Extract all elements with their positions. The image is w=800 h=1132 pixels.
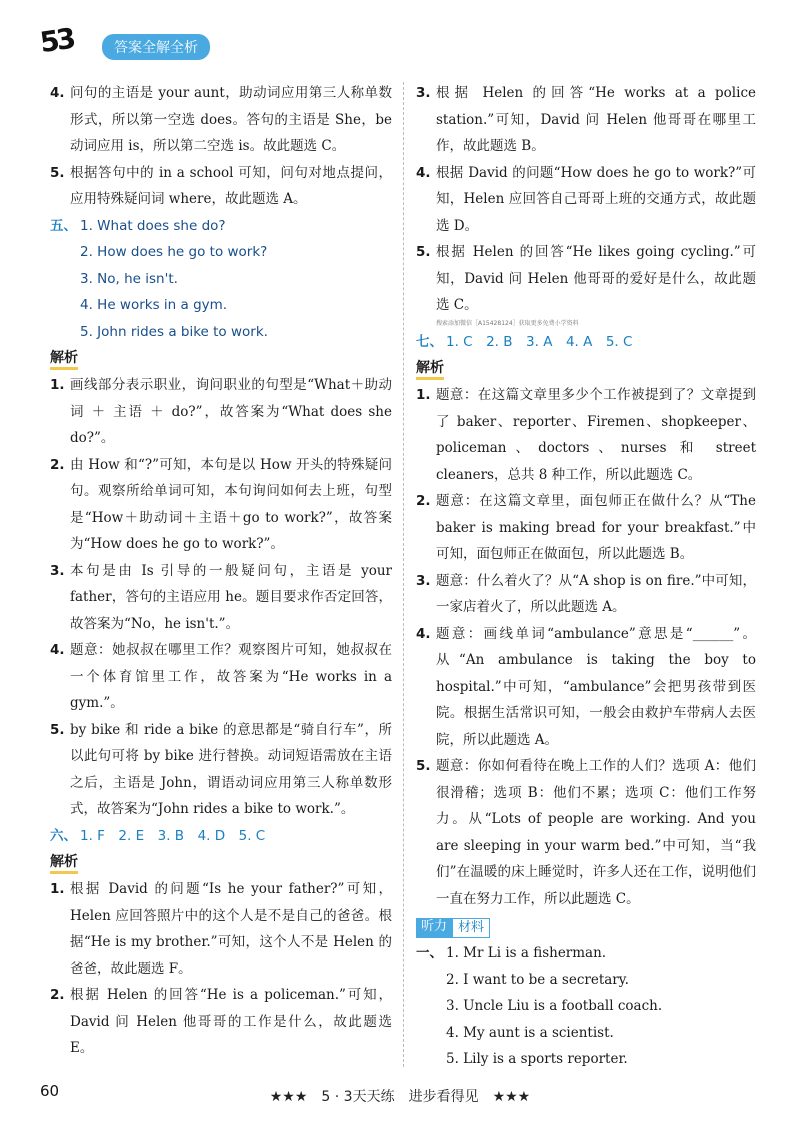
item-text: 根据 Helen 的回答“He likes going cycling.”可知，David 问 Helen 他哥哥的爱好是什么，故此题选 C。 xyxy=(436,244,756,313)
answer-line xyxy=(50,319,392,346)
answer-text: 2. How does he go to work? xyxy=(80,244,268,260)
answer-line xyxy=(50,266,392,293)
list-item: 4. 题意：她叔叔在哪里工作？观察图片可知，她叔叔在一个体育馆里工作，故答案为“He works in a gym.”。 xyxy=(50,637,392,717)
listening-material xyxy=(416,940,756,1073)
left-column xyxy=(50,80,392,1062)
material-line: 一、 1. Mr Li is a fisherman. xyxy=(416,945,607,961)
list-item: 5. 根据答句中的 in a school 可知，问句对地点提问，应用特殊疑问词 where，故此题选 A。 xyxy=(50,160,392,213)
item-text: 题意：在这篇文章里多少个工作被提到了？文章提到了 baker、reporter、Firemen、shopkeeper、policeman、doctors、nurses 和 street cleaners，总共 8 种工作，所以此题选 C。 xyxy=(436,387,756,483)
analysis-heading: 解析 xyxy=(416,359,444,380)
list-item: 5. by bike 和 ride a bike 的意思都是“骑自行车”，所以此句可将 by bike 进行替换。动词短语需放在主语之后，主语是 John，谓语动词应用第三人称单数形式，故答案为“John rides a bike to work.”。 xyxy=(50,717,392,823)
item-text: 本句是由 Is 引导的一般疑问句，主语是 your father，答句的主语应用 he。题目要求作否定回答，故答案为“No，he isn't.”。 xyxy=(70,562,392,632)
header-tag: 答案全解全析 xyxy=(102,34,210,60)
column-divider xyxy=(403,82,404,1067)
item-text: 问句的主语是 your aunt，助动词应用第三人称单数形式，所以第一空选 does。答句的主语是 She，be 动词应用 is，所以第二空选 is。故此题选 C。 xyxy=(70,85,392,154)
material-line: 4. My aunt is a scientist. xyxy=(446,1024,614,1041)
item-text: 题意：在这篇文章里，面包师正在做什么？从“The baker is making bread for your breakfast.”中可知，面包师正在做面包，所以此题选 B。 xyxy=(436,493,756,562)
item-text: 根据 David 的问题“Is he your father?”可知，Helen 应回答照片中的这个人是不是自己的爸爸。根据“He is my brother.”可知，这个人不是 Helen 的爸爸，故此题选 F。 xyxy=(70,881,392,977)
answer-text: 1. What does she do? xyxy=(80,217,226,234)
listening-material-tag xyxy=(416,918,490,938)
section-five xyxy=(50,213,392,346)
item-text: 由 How 和“?”可知，本句是以 How 开头的特殊疑问句。观察所给单词可知，本句询问如何去上班，句型是“How＋助动词＋主语＋go to work?”，故答案为“How does he go to work?”。 xyxy=(70,456,392,552)
material-line: 3. Uncle Liu is a football coach. xyxy=(446,998,663,1014)
list-item: 4. 根据 David 的问题“How does he go to work?”可知，Helen 应回答自己哥哥上班的交通方式，故此题选 D。 xyxy=(416,160,756,240)
item-text: 题意：什么着火了？从“A shop is on fire.”中可知，一家店着火了，所以此题选 A。 xyxy=(436,572,756,615)
item-text: 题意：画线单词“ambulance”意思是“______”。从“An ambulance is taking the boy to hospital.”中可知，“ambulance”会把男孩带到医院。根据生活常识可知，一般会由救护车带病人去医院，所以此题选 A。 xyxy=(436,625,756,748)
list-item: 4. 问句的主语是 your aunt，助动词应用第三人称单数形式，所以第一空选 does。答句的主语是 She，be 动词应用 is，所以第二空选 is。故此题选 C。 xyxy=(50,80,392,160)
list-item: 2. 根据 Helen 的回答“He is a policeman.”可知，David 问 Helen 他哥哥的工作是什么，故此题选 E。 xyxy=(50,982,392,1062)
page-number: 60 xyxy=(40,1082,60,1100)
section-seven: 七、 1. C 2. B 3. A 4. A 5. C xyxy=(416,329,756,356)
section-six: 六、 1. F 2. E 3. B 4. D 5. C xyxy=(50,823,392,850)
answer-line: 五、 1. What does she do? xyxy=(50,213,392,240)
list-item: 5. 题意：你如何看待在晚上工作的人们？选项 A：他们很滑稽；选项 B：他们不累；选项 C：他们工作努力。从“Lots of people are working. And you are sleeping in your warm bed.”中可知，当“我们”在温暖的床上睡觉时，许多人还在工作，说明他们一直在努力工作，所以此题选 C。 xyxy=(416,753,756,912)
list-item: 4. 题意：画线单词“ambulance”意思是“______”。从“An ambulance is taking the boy to hospital.”中可知，“ambulance”会把男孩带到医院。根据生活常识可知，一般会由救护车带病人去医院，所以此题选 A。 xyxy=(416,621,756,754)
item-text: 根据 David 的问题“How does he go to work?”可知，Helen 应回答自己哥哥上班的交通方式，故此题选 D。 xyxy=(436,164,756,234)
list-item: 3. 本句是由 Is 引导的一般疑问句，主语是 your father，答句的主语应用 he。题目要求作否定回答，故答案为“No，he isn't.”。 xyxy=(50,558,392,638)
list-item: 1. 题意：在这篇文章里多少个工作被提到了？文章提到了 baker、reporter、Firemen、shopkeeper、policeman、doctors、nurses 和 street cleaners，总共 8 种工作，所以此题选 C。 xyxy=(416,382,756,488)
answer-text: 1. C 2. B 3. A 4. A 5. C xyxy=(446,333,633,350)
list-item: 2. 题意：在这篇文章里，面包师正在做什么？从“The baker is making bread for your breakfast.”中可知，面包师正在做面包，所以此题选 B。 xyxy=(416,488,756,568)
answer-text: 1. F 2. E 3. B 4. D 5. C xyxy=(80,827,266,844)
right-column xyxy=(416,80,756,1073)
item-text: 题意：你如何看待在晚上工作的人们？选项 A：他们很滑稽；选项 B：他们不累；选项 C：他们工作努力。从“Lots of people are working. And you are sleeping in your warm bed.”中可知，当“我们”在温暖的床上睡觉时，许多人还在工作，说明他们一直在努力工作，所以此题选 C。 xyxy=(436,758,756,907)
answer-text: 4. He works in a gym. xyxy=(80,297,228,313)
analysis-heading: 解析 xyxy=(50,349,78,370)
answer-line xyxy=(50,239,392,266)
list-item: 1. 画线部分表示职业，询问职业的句型是“What＋助动词 ＋ 主语 ＋ do?”，故答案为“What does she do?”。 xyxy=(50,372,392,452)
item-text: by bike 和 ride a bike 的意思都是“骑自行车”，所以此句可将 by bike 进行替换。动词短语需放在主语之后，主语是 John，谓语动词应用第三人称单数形式，故答案为“John rides a bike to work.”。 xyxy=(70,721,392,817)
item-text: 根据 Helen 的回答“He is a policeman.”可知，David 问 Helen 他哥哥的工作是什么，故此题选 E。 xyxy=(70,987,392,1056)
logo xyxy=(37,21,98,64)
item-text: 根据 Helen 的回答“He works at a police station.”可知，David 问 Helen 他哥哥在哪里工作，故此题选 B。 xyxy=(436,85,756,154)
list-item: 3. 根据 Helen 的回答“He works at a police station.”可知，David 问 Helen 他哥哥在哪里工作，故此题选 B。 xyxy=(416,80,756,160)
item-text: 根据答句中的 in a school 可知，问句对地点提问，应用特殊疑问词 where，故此题选 A。 xyxy=(70,164,392,207)
listen-label: 听力 xyxy=(416,918,452,938)
answer-line xyxy=(50,292,392,319)
item-text: 画线部分表示职业，询问职业的句型是“What＋助动词 ＋ 主语 ＋ do?”，故答案为“What does she do?”。 xyxy=(70,377,392,446)
answer-text: 3. No, he isn't. xyxy=(80,270,178,287)
material-line: 5. Lily is a sports reporter. xyxy=(446,1051,628,1067)
list-item: 3. 题意：什么着火了？从“A shop is on fire.”中可知，一家店着火了，所以此题选 A。 xyxy=(416,568,756,621)
footer-slogan: ★★★ 5 · 3天天练 进步看得见 ★★★ xyxy=(269,1089,531,1105)
item-text: 题意：她叔叔在哪里工作？观察图片可知，她叔叔在一个体育馆里工作，故答案为“He works in a gym.”。 xyxy=(70,642,392,711)
material-label: 材料 xyxy=(452,918,490,938)
analysis-heading: 解析 xyxy=(50,853,78,874)
list-item: 2. 由 How 和“?”可知，本句是以 How 开头的特殊疑问句。观察所给单词可知，本句询问如何去上班，句型是“How＋助动词＋主语＋go to work?”，故答案为“How does he go to work?”。 xyxy=(50,452,392,558)
list-item: 5. 根据 Helen 的回答“He likes going cycling.”可知，David 问 Helen 他哥哥的爱好是什么，故此题选 C。 xyxy=(416,239,756,319)
list-item: 1. 根据 David 的问题“Is he your father?”可知，Helen 应回答照片中的这个人是不是自己的爸爸。根据“He is my brother.”可知，这个人不是 Helen 的爸爸，故此题选 F。 xyxy=(50,876,392,982)
material-line: 2. I want to be a secretary. xyxy=(446,971,629,988)
answer-text: 5. John rides a bike to work. xyxy=(80,323,268,340)
logo-text: 53 xyxy=(37,21,76,60)
watermark-note: 搜索添加微信［A15428124］获取更多免费小学资料 xyxy=(436,319,579,327)
